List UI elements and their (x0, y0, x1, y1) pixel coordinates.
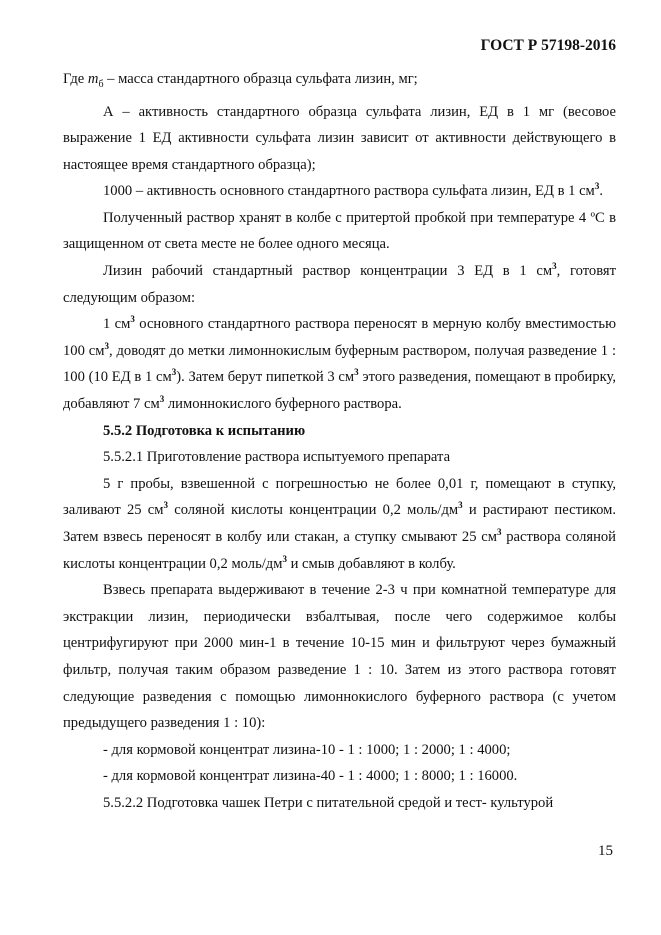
storage-paragraph: Полученный раствор хранят в колбе с притертой пробкой при температуре 4 ºC в защищенном от света месте не более одного месяца. (63, 209, 616, 253)
symbol-m: m (87, 71, 99, 87)
section-heading-5-5-2-1: 5.5.2.1 Приготовление раствора испытуемого препарата (103, 449, 451, 466)
list-item: - для кормовой концентрат лизина-10 - 1 : 1000; 1 : 2000; 1 : 4000; (103, 741, 511, 758)
page-number: 15 (598, 843, 613, 859)
sample-paragraph: 5 г пробы, взвешенной с погрешностью не более 0,01 г, помещают в ступку, заливают 25 $см^3$ соляной кислоты концентрации 0,2 моль/$дм^3$ и растирают пестиком. Затем взвесь переносят в колбу или стакан, а ступку смывают 25 $см^3$ раствора соляной кислоты концентрации 0,2 моль/$дм^3$ и смыв добавляют в колбу. (63, 475, 617, 572)
list-item: - для кормовой концентрат лизина-40 - 1 : 4000; 1 : 8000; 1 : 16000. (103, 768, 518, 785)
definition-mb: Где $m_б$ – масса стандартного образца сульфата лизин, мг; (63, 71, 418, 90)
section-heading-5-5-2-2: 5.5.2.2 Подготовка чашек Петри с питательной средой и тест- культурой (103, 794, 554, 811)
working-solution-paragraph: Лизин рабочий стандартный раствор концентрации 3 ЕД в 1 $см^3$, готовят следующим образом: (63, 261, 617, 306)
definition-a: А – активность стандартного образца сульфата лизин, ЕД в 1 мг (весовое выражение 1 ЕД активности сульфата лизин зависит от активности действующего в настоящее время стандартного образца); (63, 103, 616, 173)
dilution-paragraph: 1 $см^3$ основного стандартного раствора переносят в мерную колбу вместимостью 100 $см^3$, доводят до метки лимоннокислым буферным раствором, получая разведение 1 : 100 (10 ЕД в 1 $см^3$). Затем берут пипеткой 3 $см^3$ этого разведения, помещают в пробирку, добавляют 7 $см^3$ лимоннокислого буферного раствора. (63, 314, 616, 413)
extraction-paragraph: Взвесь препарата выдерживают в течение 2-3 ч при комнатной температуре для экстракции лизин, периодически взбалтывая, после чего содержимое колбы центрифугируют при 2000 мин-1 в течение 10-15 мин и фильтруют через бумажный фильтр, получая таким образом разведение 1 : 10. Затем из этого раствора готовят следующие разведения с помощью лимоннокислого буферного раствора (с учетом предыдущего разведения 1 : 10): (63, 582, 616, 732)
standard-header: ГОСТ Р 57198-2016 (480, 37, 616, 54)
section-heading-5-5-2: 5.5.2 Подготовка к испытанию (103, 422, 306, 439)
definition-1000: 1000 – активность основного стандартного раствора сульфата лизин, ЕД в 1 $см^3$. (103, 181, 603, 200)
document-body (63, 66, 616, 817)
